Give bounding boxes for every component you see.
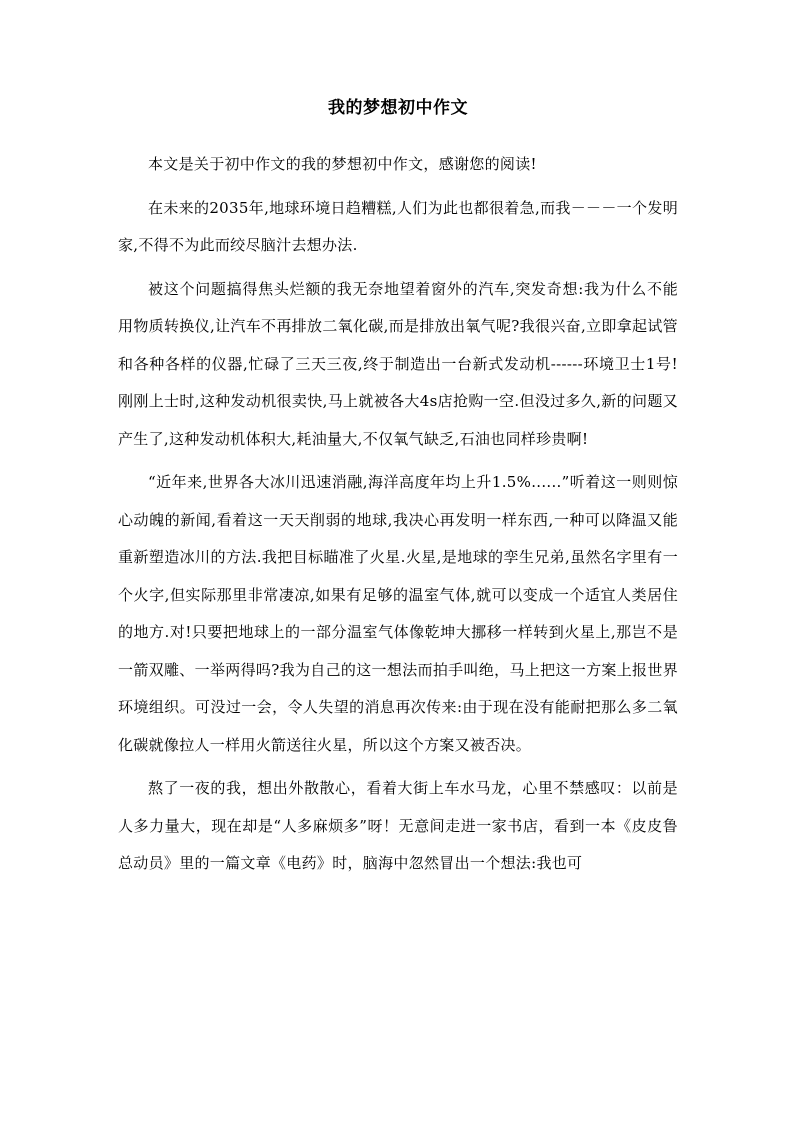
body-paragraph-2: 被这个问题搞得焦头烂额的我无奈地望着窗外的汽车,突发奇想:我为什么不能用物质转换仪,让汽车不再排放二氧化碳,而是排放出氧气呢?我很兴奋,立即拿起试管和各种各样的仪器,忙碌了三天三夜,终于制造出一台新式发动机------环境卫士1号!刚刚上士时,这种发动机很卖快,马上就被各大4s店抢购一空.但没过多久,新的问题又产生了,这种发动机体积大,耗油量大,不仅氧气缺乏,石油也同样珍贵啊! — [118, 279, 678, 448]
intro-paragraph: 本文是关于初中作文的我的梦想初中作文，感谢您的阅读! — [148, 155, 537, 173]
body-paragraph-1: 在未来的2035年,地球环境日趋糟糕,人们为此也都很着急,而我－－－一个发明家,不得不为此而绞尽脑汁去想办法. — [118, 198, 678, 254]
document-title: 我的梦想初中作文 — [328, 98, 468, 118]
body-paragraph-4: 熬了一夜的我，想出外散散心，看着大街上车水马龙，心里不禁感叹：以前是人多力量大，现在却是“人多麻烦多”呀！无意间走进一家书店，看到一本《皮皮鲁总动员》里的一篇文章《电药》时，脑海中忽然冒出一个想法:我也可 — [118, 779, 678, 872]
document-page — [118, 96, 678, 889]
body-paragraph-3: “近年来,世界各大冰川迅速消融,海洋高度年均上升1.5%......”听着这一则则惊心动魄的新闻,看着这一天天削弱的地球,我决心再发明一样东西,一种可以降温又能重新塑造冰川的方法.我把目标瞄准了火星.火星,是地球的孪生兄弟,虽然名字里有一个火字,但实际那里非常凄凉,如果有足够的温室气体,就可以变成一个适宜人类居住的地方.对!只要把地球上的一部分温室气体像乾坤大挪移一样转到火星上,那岂不是一箭双雕、一举两得吗?我为自己的这一想法而拍手叫绝，马上把这一方案上报世界环境组织。可没过一会，令人失望的消息再次传来:由于现在没有能耐把那么多二氧化碳就像拉人一样用火箭送往火星，所以这个方案又被否决。 — [118, 473, 678, 754]
